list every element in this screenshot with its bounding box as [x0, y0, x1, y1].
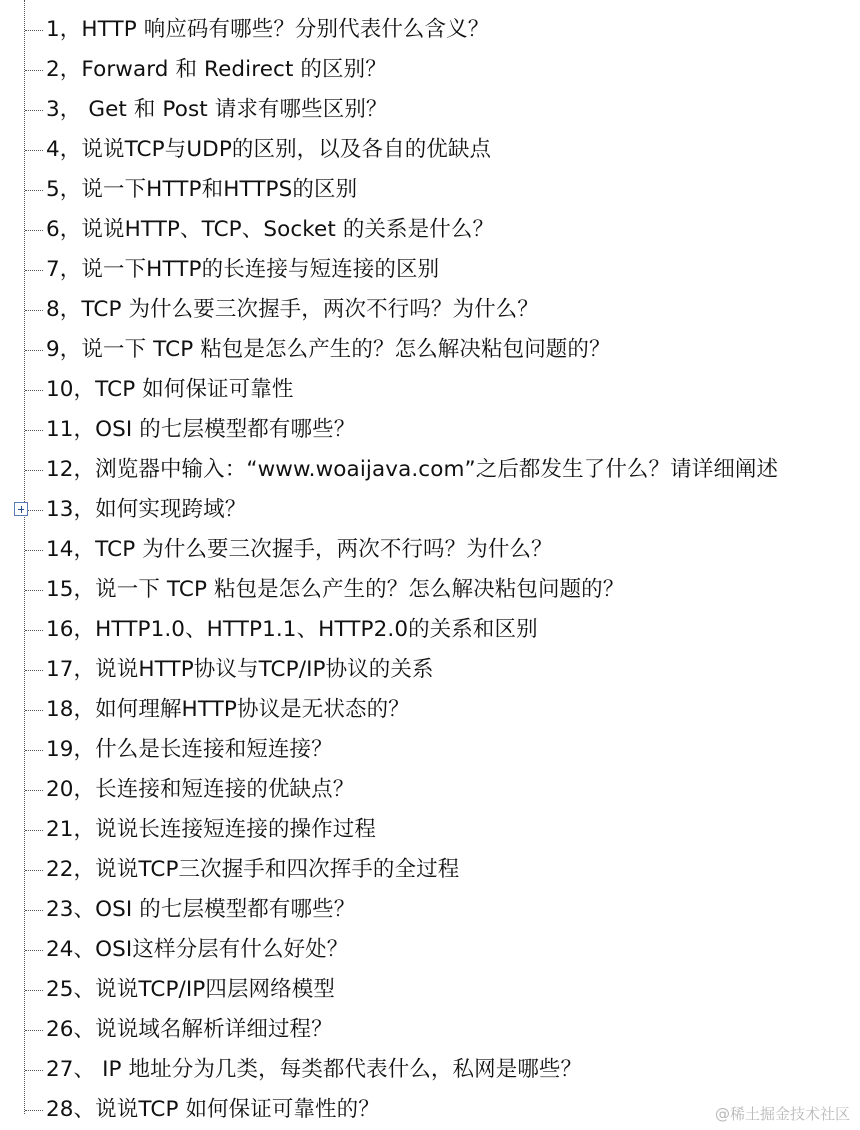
outline-item[interactable]: [0, 970, 860, 1010]
tree-branch-line: [25, 670, 43, 671]
outline-item-label: 11，OSI 的七层模型都有哪些？: [46, 417, 356, 442]
outline-item-label: 12，浏览器中输入：“www.woaijava.com”之后都发生了什么？请详细阐述: [46, 457, 779, 482]
outline-item-label: 5，说一下HTTP和HTTPS的区别: [46, 177, 358, 202]
outline-item-label: 26、说说域名解析详细过程？: [46, 1017, 333, 1042]
outline-item[interactable]: [0, 90, 860, 130]
tree-branch-line: [25, 790, 43, 791]
outline-item-label: 8，TCP 为什么要三次握手，两次不行吗？为什么？: [46, 297, 539, 322]
tree-branch-line: [25, 70, 43, 71]
outline-item[interactable]: [0, 530, 860, 570]
outline-item[interactable]: [0, 570, 860, 610]
outline-item-label: 16，HTTP1.0、HTTP1.1、HTTP2.0的关系和区别: [46, 617, 538, 642]
outline-item[interactable]: [0, 1050, 860, 1090]
tree-branch-line: [25, 390, 43, 391]
outline-item[interactable]: [0, 730, 860, 770]
outline-item-label: 22，说说TCP三次握手和四次挥手的全过程: [46, 857, 460, 882]
outline-item[interactable]: [0, 10, 860, 50]
outline-item-label: 15，说一下 TCP 粘包是怎么产生的？怎么解决粘包问题的？: [46, 577, 625, 602]
outline-item-label: 3， Get 和 Post 请求有哪些区别？: [46, 97, 388, 122]
outline-item-label: 2，Forward 和 Redirect 的区别？: [46, 57, 387, 82]
tree-branch-line: [25, 150, 43, 151]
tree-branch-line: [25, 270, 43, 271]
outline-item-label: 4，说说TCP与UDP的区别，以及各自的优缺点: [46, 137, 492, 162]
outline-item-label: 1，HTTP 响应码有哪些？分别代表什么含义？: [46, 17, 490, 42]
outline-item-label: 23、OSI 的七层模型都有哪些？: [46, 897, 356, 922]
outline-item-label: 14，TCP 为什么要三次握手，两次不行吗？为什么？: [46, 537, 553, 562]
outline-item[interactable]: [0, 250, 860, 290]
outline-item-label: 13，如何实现跨域？: [46, 497, 247, 522]
tree-branch-line: [25, 830, 43, 831]
outline-item[interactable]: [0, 930, 860, 970]
tree-branch-line: [25, 230, 43, 231]
tree-branch-line: [25, 750, 43, 751]
tree-branch-line: [25, 430, 43, 431]
outline-item-label: 25、说说TCP/IP四层网络模型: [46, 977, 335, 1002]
outline-item[interactable]: [0, 330, 860, 370]
tree-branch-line: [25, 990, 43, 991]
outline-item[interactable]: [0, 650, 860, 690]
plus-box-icon[interactable]: [14, 502, 28, 516]
outline-item[interactable]: [0, 130, 860, 170]
outline-item[interactable]: [0, 610, 860, 650]
outline-item[interactable]: [0, 1010, 860, 1050]
outline-item[interactable]: [0, 810, 860, 850]
outline-item[interactable]: [0, 410, 860, 450]
tree-branch-line: [25, 910, 43, 911]
outline-item[interactable]: [0, 690, 860, 730]
tree-branch-line: [25, 590, 43, 591]
tree-branch-line: [25, 110, 43, 111]
tree-branch-line: [25, 870, 43, 871]
outline-item-label: 18，如何理解HTTP协议是无状态的？: [46, 697, 410, 722]
outline-item[interactable]: [0, 770, 860, 810]
outline-item[interactable]: [0, 50, 860, 90]
outline-item[interactable]: [0, 370, 860, 410]
tree-branch-line: [25, 1030, 43, 1031]
tree-branch-line: [25, 470, 43, 471]
outline-item-label: 6，说说HTTP、TCP、Socket 的关系是什么？: [46, 217, 495, 242]
tree-branch-line: [25, 710, 43, 711]
outline-item-label: 27、 IP 地址分为几类，每类都代表什么，私网是哪些？: [46, 1057, 583, 1082]
outline-item[interactable]: [0, 850, 860, 890]
outline-item-label: 20，长连接和短连接的优缺点？: [46, 777, 355, 802]
outline-item-label: 28、说说TCP 如何保证可靠性的？: [46, 1097, 380, 1122]
watermark: @稀土掘金技术社区: [714, 1105, 850, 1123]
outline-item[interactable]: [0, 170, 860, 210]
outline-item[interactable]: [0, 450, 860, 490]
outline-item[interactable]: [0, 490, 860, 530]
tree-branch-line: [25, 1070, 43, 1071]
tree-branch-line: [25, 30, 43, 31]
tree-branch-line: [25, 550, 43, 551]
cut-off-previous-item: [36, 0, 456, 4]
outline-item-label: 24、OSI这样分层有什么好处？: [46, 937, 349, 962]
outline-item[interactable]: [0, 290, 860, 330]
tree-branch-line: [25, 190, 43, 191]
outline-item[interactable]: [0, 210, 860, 250]
tree-branch-line: [25, 630, 43, 631]
outline-item[interactable]: [0, 890, 860, 930]
tree-branch-line: [25, 350, 43, 351]
tree-branch-line: [25, 310, 43, 311]
tree-branch-line: [25, 1110, 43, 1111]
outline-item-label: 10，TCP 如何保证可靠性: [46, 377, 294, 402]
outline-item-label: 7，说一下HTTP的长连接与短连接的区别: [46, 257, 440, 282]
outline-item-label: 21，说说长连接短连接的操作过程: [46, 817, 376, 842]
outline-item-label: 19，什么是长连接和短连接？: [46, 737, 333, 762]
tree-branch-line: [25, 950, 43, 951]
outline-item-label: 17，说说HTTP协议与TCP/IP协议的关系: [46, 657, 434, 682]
outline-item-label: 9，说一下 TCP 粘包是怎么产生的？怎么解决粘包问题的？: [46, 337, 611, 362]
outline-list: [0, 10, 860, 1130]
